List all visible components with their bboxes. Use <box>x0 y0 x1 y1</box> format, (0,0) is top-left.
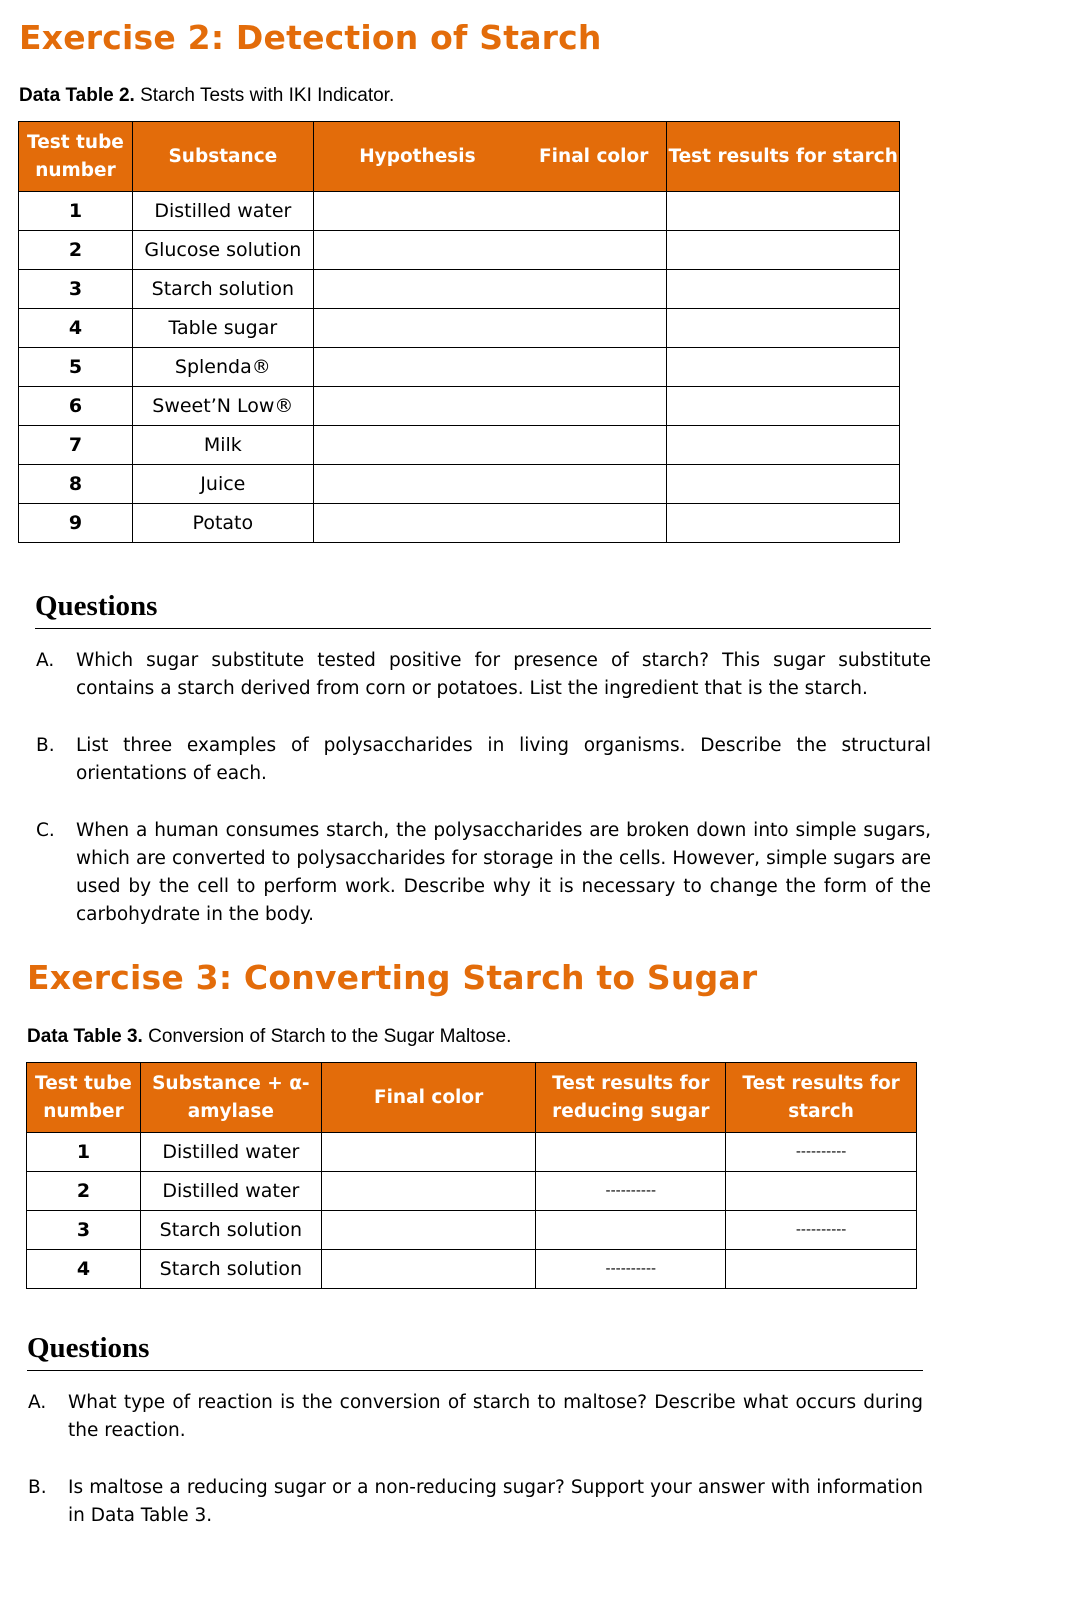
question-text: When a human consumes starch, the polysaccharides are broken down into simple sugars, which are converted to polysaccharides for storage in the cells. However, simple sugars are used by the cell to perform work. Describe why it is necessary to change the form of the carbohydrate in the body. <box>76 820 931 925</box>
final-color-cell[interactable] <box>521 192 667 231</box>
header-test-results-reducing-sugar: Test results for reducing sugar <box>536 1063 726 1133</box>
exercise3-title: Exercise 3: Converting Starch to Sugar <box>27 958 758 997</box>
question-label: A. <box>28 1392 47 1413</box>
exercise3-question-list <box>28 1389 923 1530</box>
substance-cell: Sweet’N Low® <box>132 387 313 426</box>
hypothesis-cell[interactable] <box>313 231 521 270</box>
question-text: Which sugar substitute tested positive for presence of starch? This sugar substitute contains a starch derived from corn or potatoes. List the ingredient that is the starch. <box>76 650 931 699</box>
tube-number: 1 <box>27 1133 141 1172</box>
question-item <box>36 732 931 788</box>
header-final-color: Final color <box>321 1063 536 1133</box>
hypothesis-cell[interactable] <box>313 270 521 309</box>
reducing-sugar-cell: ---------- <box>536 1250 726 1289</box>
final-color-cell[interactable] <box>521 387 667 426</box>
header-hypothesis: Hypothesis <box>313 122 521 192</box>
starch-result-cell[interactable] <box>726 1250 917 1289</box>
tube-number: 8 <box>19 465 133 504</box>
hypothesis-cell[interactable] <box>313 192 521 231</box>
results-cell[interactable] <box>667 309 900 348</box>
hypothesis-cell[interactable] <box>313 504 521 543</box>
exercise3-title-wrap <box>27 958 757 997</box>
table-row <box>27 1133 917 1172</box>
tube-number: 2 <box>19 231 133 270</box>
results-cell[interactable] <box>667 465 900 504</box>
tube-number: 5 <box>19 348 133 387</box>
table-row <box>19 387 900 426</box>
starch-result-cell: ---------- <box>726 1211 917 1250</box>
table-row <box>19 192 900 231</box>
data-table-2 <box>18 121 900 543</box>
question-text: What type of reaction is the conversion of starch to maltose? Describe what occurs during the reaction. <box>68 1392 923 1441</box>
starch-result-cell[interactable] <box>726 1172 917 1211</box>
table-row <box>19 465 900 504</box>
header-test-results-starch: Test results for starch <box>726 1063 917 1133</box>
question-label: B. <box>28 1477 47 1498</box>
tube-number: 7 <box>19 426 133 465</box>
data-table-3 <box>26 1062 917 1289</box>
results-cell[interactable] <box>667 192 900 231</box>
exercise2-title-wrap <box>19 18 602 57</box>
final-color-cell[interactable] <box>321 1250 536 1289</box>
substance-cell: Starch solution <box>132 270 313 309</box>
question-item <box>36 817 931 929</box>
final-color-cell[interactable] <box>521 309 667 348</box>
substance-cell: Table sugar <box>132 309 313 348</box>
substance-cell: Distilled water <box>140 1172 321 1211</box>
hypothesis-cell[interactable] <box>313 426 521 465</box>
results-cell[interactable] <box>667 231 900 270</box>
exercise2-question-list <box>36 647 931 929</box>
final-color-cell[interactable] <box>321 1172 536 1211</box>
table-row <box>27 1172 917 1211</box>
final-color-cell[interactable] <box>521 348 667 387</box>
results-cell[interactable] <box>667 426 900 465</box>
exercise2-caption-label: Data Table 2. <box>19 85 135 106</box>
starch-result-cell: ---------- <box>726 1133 917 1172</box>
header-substance: Substance <box>132 122 313 192</box>
substance-cell: Starch solution <box>140 1250 321 1289</box>
table-row <box>19 348 900 387</box>
reducing-sugar-cell[interactable] <box>536 1211 726 1250</box>
final-color-cell[interactable] <box>321 1211 536 1250</box>
final-color-cell[interactable] <box>521 426 667 465</box>
substance-cell: Milk <box>132 426 313 465</box>
exercise2-caption-text: Starch Tests with IKI Indicator. <box>134 85 395 106</box>
substance-cell: Distilled water <box>140 1133 321 1172</box>
hypothesis-cell[interactable] <box>313 387 521 426</box>
substance-cell: Distilled water <box>132 192 313 231</box>
question-item <box>28 1389 923 1445</box>
exercise2-caption <box>19 85 394 107</box>
tube-number: 4 <box>19 309 133 348</box>
header-test-tube-number: Test tube number <box>19 122 133 192</box>
tube-number: 9 <box>19 504 133 543</box>
table-row <box>19 504 900 543</box>
reducing-sugar-cell[interactable] <box>536 1133 726 1172</box>
final-color-cell[interactable] <box>521 465 667 504</box>
question-label: A. <box>36 650 55 671</box>
exercise3-caption <box>27 1026 511 1048</box>
header-substance-amylase: Substance + α-amylase <box>140 1063 321 1133</box>
exercise3-caption-text: Conversion of Starch to the Sugar Maltose. <box>142 1026 512 1047</box>
hypothesis-cell[interactable] <box>313 309 521 348</box>
table-row <box>19 309 900 348</box>
exercise3-questions-rule <box>27 1370 923 1371</box>
exercise3-questions-heading: Questions <box>27 1332 150 1364</box>
hypothesis-cell[interactable] <box>313 348 521 387</box>
results-cell[interactable] <box>667 504 900 543</box>
final-color-cell[interactable] <box>521 270 667 309</box>
header-test-tube-number: Test tube number <box>27 1063 141 1133</box>
question-item <box>36 647 931 703</box>
question-text: Is maltose a reducing sugar or a non-reducing sugar? Support your answer with information in Data Table 3. <box>68 1477 923 1526</box>
question-text: List three examples of polysaccharides in living organisms. Describe the structural orientations of each. <box>76 735 931 784</box>
table-row <box>19 426 900 465</box>
question-item <box>28 1474 923 1530</box>
final-color-cell[interactable] <box>321 1133 536 1172</box>
table-row <box>19 231 900 270</box>
substance-cell: Glucose solution <box>132 231 313 270</box>
tube-number: 3 <box>27 1211 141 1250</box>
tube-number: 6 <box>19 387 133 426</box>
results-cell[interactable] <box>667 387 900 426</box>
question-label: B. <box>36 735 55 756</box>
table-row <box>27 1211 917 1250</box>
header-final-color: Final color <box>521 122 667 192</box>
final-color-cell[interactable] <box>521 231 667 270</box>
header-test-results-starch: Test results for starch <box>667 122 900 192</box>
substance-cell: Starch solution <box>140 1211 321 1250</box>
tube-number: 2 <box>27 1172 141 1211</box>
results-cell[interactable] <box>667 348 900 387</box>
substance-cell: Splenda® <box>132 348 313 387</box>
tube-number: 4 <box>27 1250 141 1289</box>
table-row <box>27 1250 917 1289</box>
hypothesis-cell[interactable] <box>313 465 521 504</box>
exercise2-questions-heading: Questions <box>35 590 158 622</box>
final-color-cell[interactable] <box>521 504 667 543</box>
tube-number: 3 <box>19 270 133 309</box>
exercise2-title: Exercise 2: Detection of Starch <box>19 18 602 57</box>
table-row <box>19 270 900 309</box>
exercise3-caption-label: Data Table 3. <box>27 1026 143 1047</box>
exercise2-questions-rule <box>35 628 931 629</box>
reducing-sugar-cell: ---------- <box>536 1172 726 1211</box>
tube-number: 1 <box>19 192 133 231</box>
question-label: C. <box>36 820 55 841</box>
substance-cell: Juice <box>132 465 313 504</box>
results-cell[interactable] <box>667 270 900 309</box>
substance-cell: Potato <box>132 504 313 543</box>
